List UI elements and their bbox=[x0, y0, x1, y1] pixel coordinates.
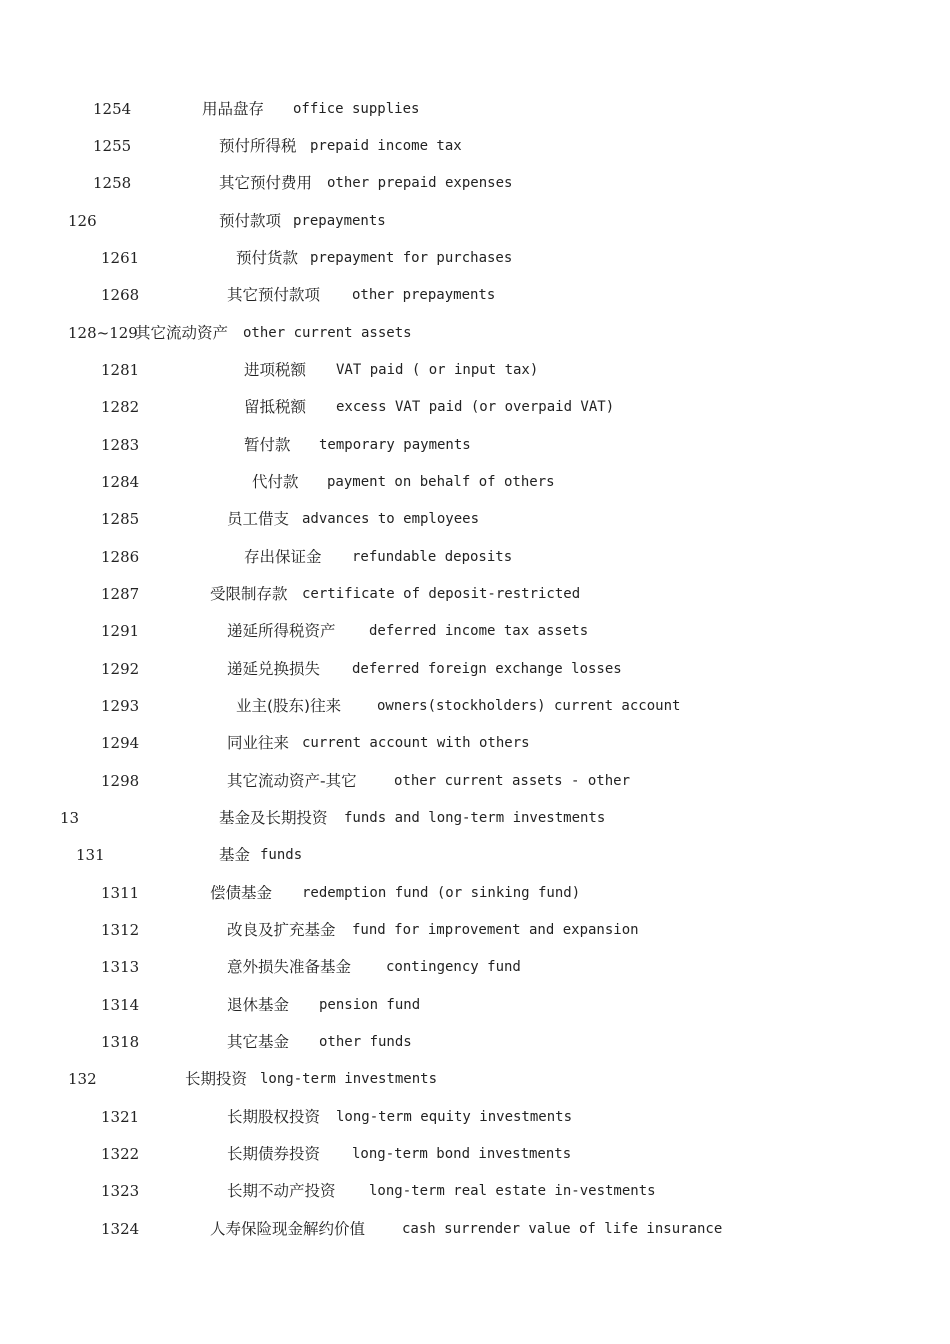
account-code: 1291 bbox=[101, 622, 140, 640]
account-row bbox=[0, 843, 950, 867]
account-name-cn: 代付款 bbox=[252, 473, 299, 491]
account-name-en: other funds bbox=[319, 1034, 412, 1050]
account-code: 1254 bbox=[93, 100, 132, 118]
account-name-cn: 留抵税额 bbox=[244, 398, 307, 416]
account-name-cn: 长期股权投资 bbox=[227, 1108, 321, 1126]
account-name-en: VAT paid ( or input tax) bbox=[336, 362, 539, 378]
account-code: 1281 bbox=[101, 361, 140, 379]
account-name-cn: 其它流动资产-其它 bbox=[227, 772, 357, 790]
account-name-cn: 递延兑换损失 bbox=[227, 660, 321, 678]
account-code: 1321 bbox=[101, 1108, 140, 1126]
account-row bbox=[0, 358, 950, 382]
account-row bbox=[0, 694, 950, 718]
account-code: 1283 bbox=[101, 436, 140, 454]
account-name-en: other current assets - other bbox=[394, 773, 631, 789]
account-name-cn: 同业往来 bbox=[227, 734, 290, 752]
account-row bbox=[0, 321, 950, 345]
account-name-cn: 其它预付款项 bbox=[227, 286, 321, 304]
account-name-en: advances to employees bbox=[302, 511, 480, 527]
account-name-cn: 其它预付费用 bbox=[219, 174, 313, 192]
account-code: 1324 bbox=[101, 1220, 140, 1238]
account-code: 132 bbox=[68, 1070, 97, 1088]
account-row bbox=[0, 657, 950, 681]
account-name-cn: 员工借支 bbox=[227, 510, 290, 528]
account-name-cn: 预付款项 bbox=[219, 212, 282, 230]
account-name-cn: 预付所得税 bbox=[219, 137, 297, 155]
account-name-en: other prepaid expenses bbox=[327, 175, 513, 191]
account-name-en: temporary payments bbox=[319, 437, 471, 453]
account-name-cn: 基金及长期投资 bbox=[219, 809, 328, 827]
account-name-cn: 长期不动产投资 bbox=[227, 1182, 336, 1200]
account-name-cn: 长期投资 bbox=[185, 1070, 248, 1088]
account-name-en: current account with others bbox=[302, 735, 530, 751]
account-code: 1258 bbox=[93, 174, 132, 192]
account-row bbox=[0, 918, 950, 942]
account-code: 128~129 bbox=[68, 324, 138, 342]
account-row bbox=[0, 209, 950, 233]
account-name-cn: 暂付款 bbox=[244, 436, 291, 454]
account-code: 1284 bbox=[101, 473, 140, 491]
account-code: 1255 bbox=[93, 137, 132, 155]
account-code: 1298 bbox=[101, 772, 140, 790]
account-code: 1314 bbox=[101, 996, 140, 1014]
account-row bbox=[0, 1105, 950, 1129]
account-code: 1294 bbox=[101, 734, 140, 752]
account-name-en: office supplies bbox=[293, 101, 420, 117]
account-row bbox=[0, 881, 950, 905]
account-row bbox=[0, 993, 950, 1017]
account-row bbox=[0, 470, 950, 494]
account-code: 131 bbox=[76, 846, 105, 864]
account-name-en: deferred foreign exchange losses bbox=[352, 661, 622, 677]
account-code: 1312 bbox=[101, 921, 140, 939]
account-row bbox=[0, 1030, 950, 1054]
account-name-cn: 长期债券投资 bbox=[227, 1145, 321, 1163]
account-code: 126 bbox=[68, 212, 97, 230]
account-row bbox=[0, 171, 950, 195]
account-code: 1323 bbox=[101, 1182, 140, 1200]
account-name-cn: 存出保证金 bbox=[244, 548, 322, 566]
account-row bbox=[0, 1067, 950, 1091]
account-name-en: long-term real estate in-vestments bbox=[369, 1183, 656, 1199]
account-name-en: redemption fund (or sinking fund) bbox=[302, 885, 581, 901]
account-row bbox=[0, 395, 950, 419]
account-name-en: other current assets bbox=[243, 325, 412, 341]
account-code: 1282 bbox=[101, 398, 140, 416]
account-name-cn: 人寿保险现金解约价值 bbox=[210, 1220, 366, 1238]
account-row bbox=[0, 582, 950, 606]
account-name-cn: 退休基金 bbox=[227, 996, 290, 1014]
account-code: 1313 bbox=[101, 958, 140, 976]
account-name-cn: 偿债基金 bbox=[210, 884, 273, 902]
account-row bbox=[0, 1217, 950, 1241]
account-code: 1261 bbox=[101, 249, 140, 267]
account-name-cn: 递延所得税资产 bbox=[227, 622, 336, 640]
account-row bbox=[0, 1179, 950, 1203]
account-name-cn: 进项税额 bbox=[244, 361, 307, 379]
account-name-en: certificate of deposit-restricted bbox=[302, 586, 581, 602]
account-name-en: other prepayments bbox=[352, 287, 496, 303]
account-name-en: long-term equity investments bbox=[336, 1109, 573, 1125]
account-name-en: pension fund bbox=[319, 997, 421, 1013]
account-row bbox=[0, 134, 950, 158]
account-code: 1292 bbox=[101, 660, 140, 678]
account-row bbox=[0, 97, 950, 121]
account-row bbox=[0, 731, 950, 755]
account-name-cn: 其它基金 bbox=[227, 1033, 290, 1051]
account-name-en: payment on behalf of others bbox=[327, 474, 555, 490]
account-name-en: funds and long-term investments bbox=[344, 810, 606, 826]
account-name-cn: 其它流动资产 bbox=[135, 324, 229, 342]
account-row bbox=[0, 955, 950, 979]
account-row bbox=[0, 1142, 950, 1166]
account-row bbox=[0, 433, 950, 457]
account-code: 1268 bbox=[101, 286, 140, 304]
account-name-en: long-term bond investments bbox=[352, 1146, 572, 1162]
account-code: 1286 bbox=[101, 548, 140, 566]
account-name-cn: 用品盘存 bbox=[202, 100, 265, 118]
account-name-en: prepayment for purchases bbox=[310, 250, 513, 266]
account-row bbox=[0, 806, 950, 830]
account-name-cn: 改良及扩充基金 bbox=[227, 921, 336, 939]
account-name-en: excess VAT paid (or overpaid VAT) bbox=[336, 399, 615, 415]
account-code: 1287 bbox=[101, 585, 140, 603]
account-row bbox=[0, 507, 950, 531]
account-row bbox=[0, 545, 950, 569]
account-name-cn: 意外损失准备基金 bbox=[227, 958, 352, 976]
account-row bbox=[0, 769, 950, 793]
account-name-en: prepayments bbox=[293, 213, 386, 229]
account-name-en: deferred income tax assets bbox=[369, 623, 589, 639]
account-row bbox=[0, 283, 950, 307]
account-name-cn: 预付货款 bbox=[236, 249, 299, 267]
account-name-cn: 受限制存款 bbox=[210, 585, 288, 603]
account-code: 1285 bbox=[101, 510, 140, 528]
account-name-en: cash surrender value of life insurance bbox=[402, 1221, 723, 1237]
account-row bbox=[0, 246, 950, 270]
account-code: 1322 bbox=[101, 1145, 140, 1163]
account-code: 13 bbox=[60, 809, 80, 827]
account-name-en: long-term investments bbox=[260, 1071, 438, 1087]
account-name-en: owners(stockholders) current account bbox=[377, 698, 681, 714]
account-name-cn: 业主(股东)往来 bbox=[236, 697, 342, 715]
account-name-en: contingency fund bbox=[386, 959, 521, 975]
account-name-en: fund for improvement and expansion bbox=[352, 922, 639, 938]
account-name-en: refundable deposits bbox=[352, 549, 513, 565]
account-name-en: prepaid income tax bbox=[310, 138, 462, 154]
account-code: 1318 bbox=[101, 1033, 140, 1051]
account-code: 1311 bbox=[101, 884, 140, 902]
account-name-cn: 基金 bbox=[219, 846, 251, 864]
account-name-en: funds bbox=[260, 847, 303, 863]
account-row bbox=[0, 619, 950, 643]
account-code: 1293 bbox=[101, 697, 140, 715]
